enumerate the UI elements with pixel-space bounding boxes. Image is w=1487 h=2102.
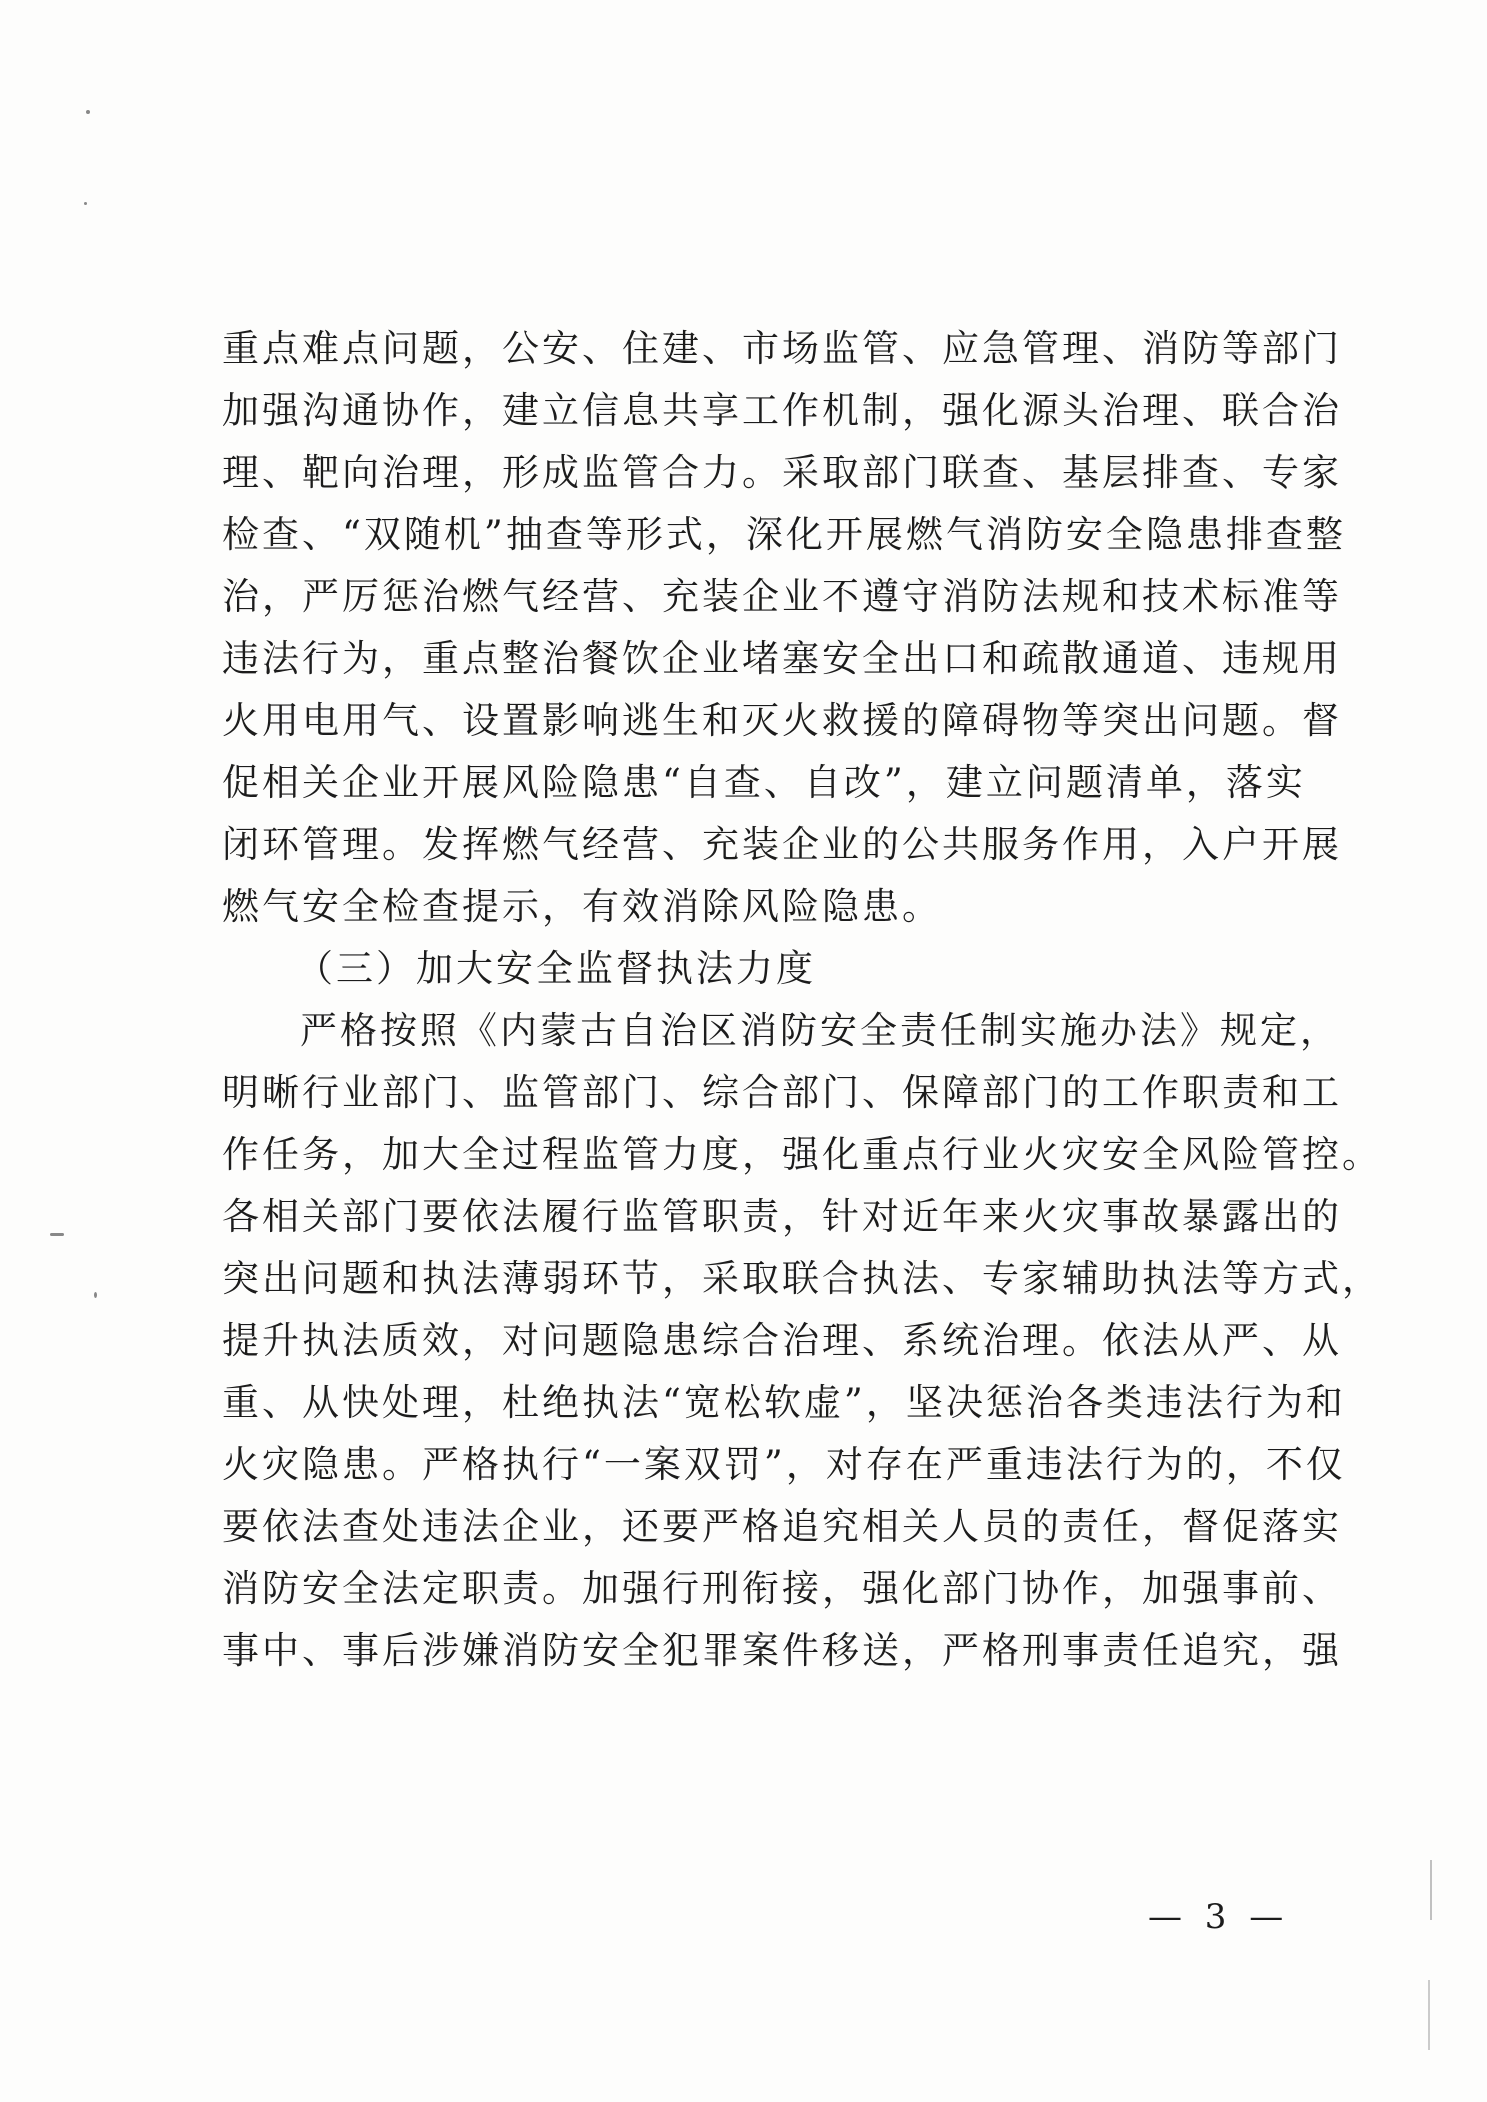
text-line: 事中、事后涉嫌消防安全犯罪案件移送，严格刑事责任追究，强	[222, 1629, 1342, 1672]
text-line: 理、靶向治理，形成监管合力。采取部门联查、基层排查、专家	[222, 451, 1342, 494]
text-line: 火灾隐患。严格执行“一案双罚”，对存在严重违法行为的，不仅	[222, 1443, 1346, 1486]
text-line: 违法行为，重点整治餐饮企业堵塞安全出口和疏散通道、违规用	[222, 637, 1342, 680]
text-line: 检查、“双随机”抽查等形式，深化开展燃气消防安全隐患排查整	[222, 513, 1346, 556]
text-line: 突出问题和执法薄弱环节，采取联合执法、专家辅助执法等方式，	[222, 1257, 1382, 1300]
scan-speck	[86, 110, 90, 114]
text-line: 重、从快处理，杜绝执法“宽松软虚”，坚决惩治各类违法行为和	[222, 1381, 1346, 1424]
text-line: 闭环管理。发挥燃气经营、充装企业的公共服务作用，入户开展	[222, 823, 1342, 866]
text-line: 燃气安全检查提示，有效消除风险隐患。	[222, 885, 942, 928]
scan-speck	[84, 202, 87, 205]
text-line: 各相关部门要依法履行监管职责，针对近年来火灾事故暴露出的	[222, 1195, 1342, 1238]
body-text	[222, 318, 1382, 1682]
text-line: 严格按照《内蒙古自治区消防安全责任制实施办法》规定，	[300, 1009, 1340, 1052]
text-line: 火用电用气、设置影响逃生和灭火救援的障碍物等突出问题。督	[222, 699, 1342, 742]
text-line: 重点难点问题，公安、住建、市场监管、应急管理、消防等部门	[222, 327, 1342, 370]
section-heading: （三）加大安全监督执法力度	[296, 947, 816, 990]
text-line: 促相关企业开展风险隐患“自查、自改”，建立问题清单，落实	[222, 761, 1306, 804]
text-line: 治，严厉惩治燃气经营、充装企业不遵守消防法规和技术标准等	[222, 575, 1342, 618]
text-line: 作任务，加大全过程监管力度，强化重点行业火灾安全风险管控。	[222, 1133, 1382, 1176]
text-line: 提升执法质效，对问题隐患综合治理、系统治理。依法从严、从	[222, 1319, 1342, 1362]
text-line: 消防安全法定职责。加强行刑衔接，强化部门协作，加强事前、	[222, 1567, 1342, 1610]
text-line: 明晰行业部门、监管部门、综合部门、保障部门的工作职责和工	[222, 1071, 1342, 1114]
scan-edge-mark	[1428, 1980, 1430, 2050]
page-number: — 3 —	[1148, 1897, 1290, 1937]
scan-edge-mark	[1430, 1860, 1432, 1920]
text-line: 加强沟通协作，建立信息共享工作机制，强化源头治理、联合治	[222, 389, 1342, 432]
scan-speck	[94, 1292, 97, 1298]
text-line: 要依法查处违法企业，还要严格追究相关人员的责任，督促落实	[222, 1505, 1342, 1548]
scan-speck	[50, 1233, 64, 1236]
